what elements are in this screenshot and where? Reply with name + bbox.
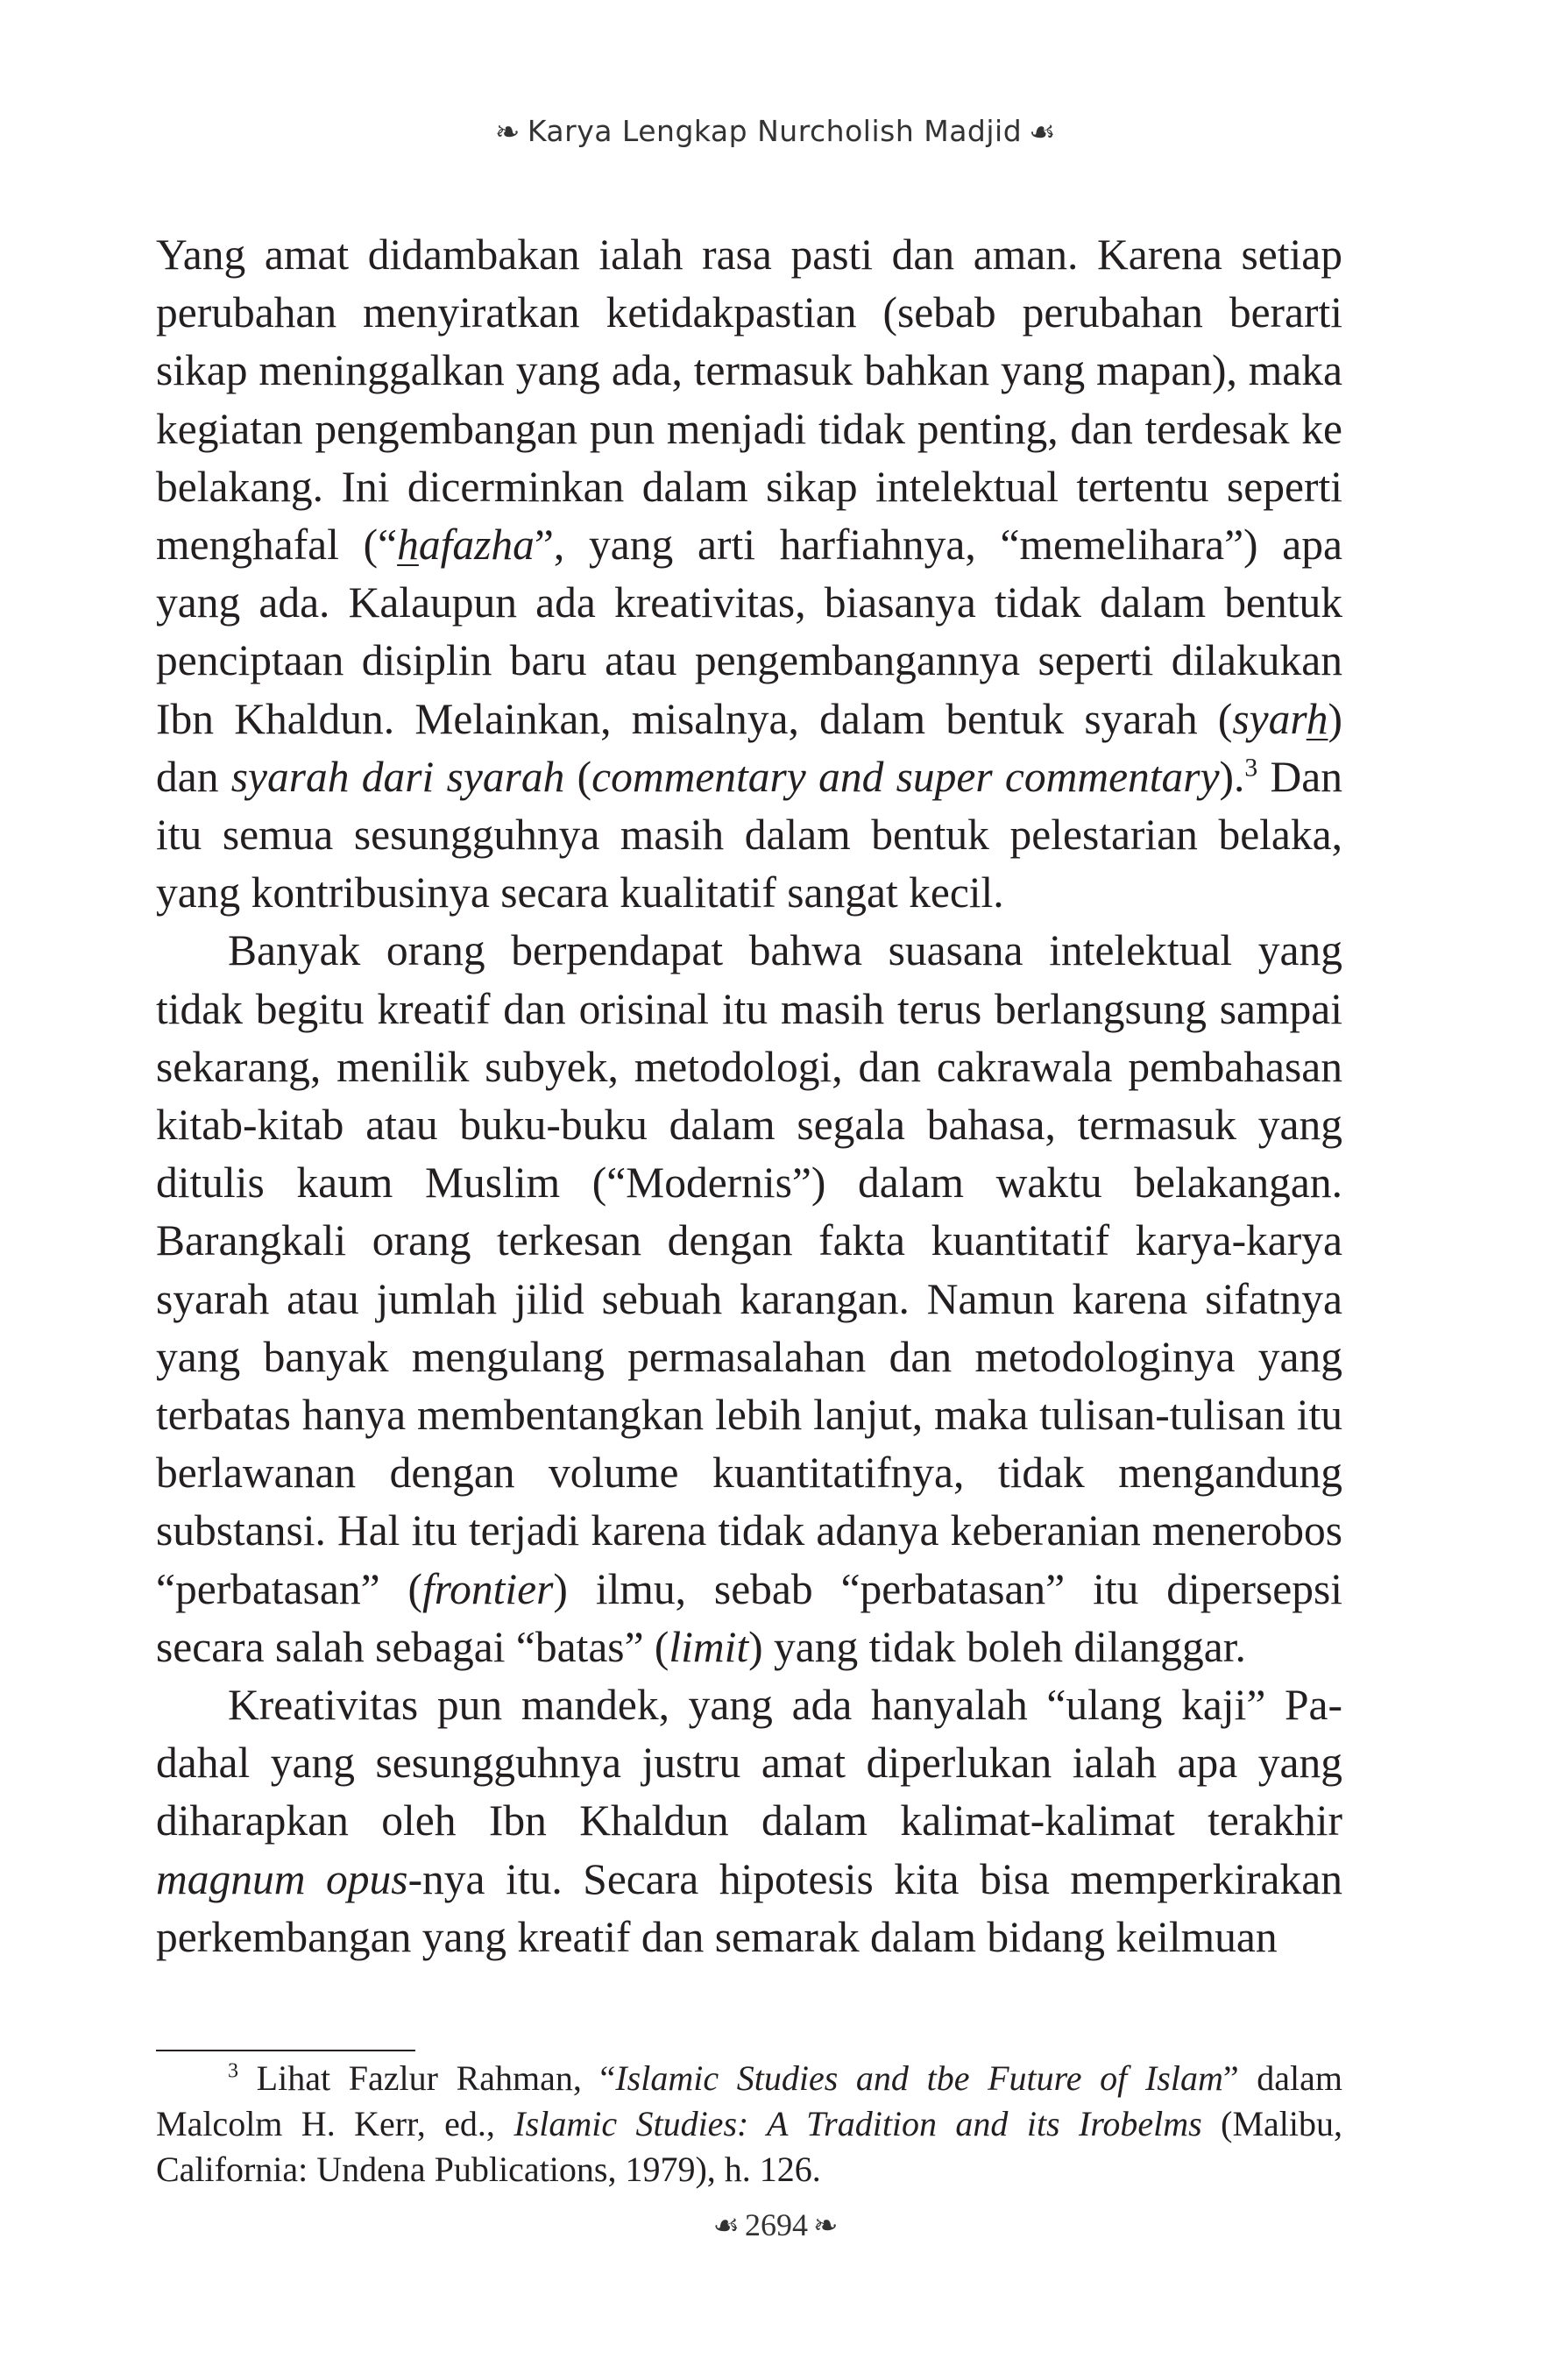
running-header-title: Karya Lengkap Nurcholish Madjid [527,114,1023,148]
italic-term: frontier [422,1564,554,1613]
underlined-letter: h [1306,694,1328,743]
italic-title: Islamic Studies and tbe Future of Islam [615,2058,1223,2098]
text-run: Lihat Fazlur Rahman, “ [238,2058,616,2098]
italic-term [1232,695,1328,743]
underlined-letter: h [397,521,419,570]
running-header [0,114,1551,149]
paragraph-2 [156,922,1342,1676]
fleuron-left-icon: ❧ [494,115,521,150]
italic-term: commentary and super commentary [591,752,1220,801]
text-run: ) ilmu, sebab “perbatasan” itu dipersepsi secara salah sebagai “batas” ( [156,1564,1342,1671]
text-run: ( [564,752,592,801]
fleuron-right-icon: ☙ [1029,115,1057,150]
text-run: Yang amat didambakan ialah rasa pasti dan aman. Karena setiap perubahan menyiratkan ketidakpastian (sebab perubahan berarti sikap meninggalkan yang ada, termasuk bahkan yang mapan), maka kegiatan pengembangan pun menjadi tidak penting, dan terdesak ke belakang. Ini dicerminkan dalam sikap intelektual tertentu seperti menghafal (“ [156,230,1342,570]
italic-term: syarah dari syarah [230,752,565,801]
italic-text: syar [1232,694,1307,743]
italic-term [397,521,535,569]
italic-title: Islamic Studies: A Tradition and its Irobelms [513,2104,1202,2143]
text-run: (Malibu, California: Undena Publications, 1979), h. 126. [156,2104,1343,2189]
paragraph-1 [156,226,1342,922]
italic-text: afazha [418,521,535,570]
text-run: ) yang tidak boleh dilanggar. [748,1622,1246,1671]
fleuron-left-icon: ☙ [712,2208,740,2243]
footnote-number: 3 [228,2059,238,2083]
main-text [156,226,1342,1966]
text-run: ”, yang arti harfiahnya, “memelihara”) apa yang ada. Kalaupun ada kreativitas, biasanya tidak dalam bentuk penciptaan disiplin baru atau pengembangannya seperti dilakukan Ibn Khaldun. Melainkan, misalnya, dalam bentuk syarah ( [156,521,1342,743]
paragraph-3 [156,1676,1342,1966]
text-run: Kreativitas pun mandek, yang ada hanyalah “ulang kaji” Pa-dahal yang sesungguhnya justru amat diperlukan ialah apa yang diharapkan oleh Ibn Khaldun dalam kalimat-kalimat terakhir [156,1681,1342,1845]
italic-term: limit [669,1622,749,1671]
footnote-3 [156,2056,1342,2192]
text-run: ). [1219,752,1245,801]
page-footer [0,2206,1551,2243]
fleuron-right-icon: ❧ [812,2208,839,2243]
text-run: -nya itu. Secara hipotesis kita bisa memperkirakan perkembangan yang kreatif dan semarak dalam bidang keilmuan [156,1854,1342,1961]
footnote [156,2056,1342,2192]
text-run: ) dan [156,694,1342,801]
text-run: ” dalam Malcolm H. Kerr, ed., [156,2058,1342,2143]
page-number: 2694 [744,2207,808,2242]
footnote-reference: 3 [1244,754,1258,783]
text-run: Dan itu semua sesungguhnya masih dalam bentuk pelestarian belaka, yang kontribusinya secara kualitatif sangat kecil. [156,752,1342,917]
text-run: Banyak orang berpendapat bahwa suasana intelektual yang tidak begitu kreatif dan orisinal itu masih terus berlangsung sampai sekarang, menilik subyek, metodologi, dan cakrawala pembahasan kitab-kitab atau buku-buku dalam segala bahasa, termasuk yang ditulis kaum Muslim (“Modernis”) dalam waktu belakangan. Barangkali orang terkesan dengan fakta kuantitatif karya-karya syarah atau jumlah jilid sebuah karangan. Namun karena sifatnya yang banyak mengulang permasalahan dan metodologinya yang terbatas hanya membentangkan lebih lanjut, maka tulisan-tulisan itu berlawanan dengan volume kuantitatifnya, tidak mengandung substansi. Hal itu terjadi karena tidak adanya keberanian menerobos “perbatasan” ( [156,926,1342,1613]
footnote-divider [156,2050,415,2051]
italic-term: magnum opus [156,1854,408,1903]
